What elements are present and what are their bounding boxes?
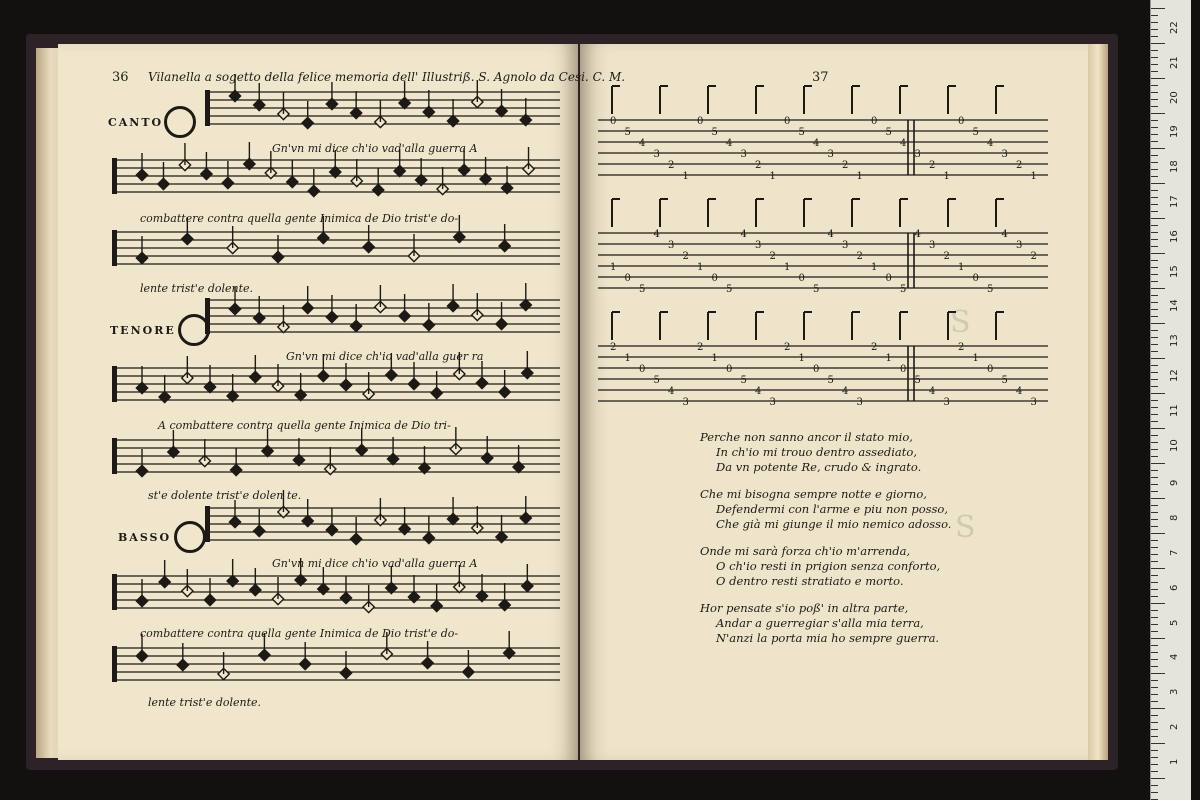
fret-number: 0 — [624, 273, 631, 284]
fret-number: 2 — [929, 160, 936, 171]
ruler-label: 9 — [1169, 480, 1180, 487]
ruler-tick — [1151, 610, 1158, 611]
ruler-tick — [1151, 701, 1158, 702]
fret-number: 4 — [726, 138, 733, 149]
fret-number: 1 — [943, 171, 950, 182]
fret-number: 5 — [914, 375, 921, 386]
ruler-tick — [1151, 106, 1158, 107]
fret-number: 0 — [711, 273, 718, 284]
fret-number: 4 — [813, 138, 820, 149]
fret-number: 4 — [987, 138, 994, 149]
ruler-tick — [1151, 484, 1158, 485]
ruler-tick — [1151, 540, 1158, 541]
ruler-tick — [1151, 351, 1158, 352]
ruler-tick — [1151, 778, 1165, 779]
ruler-tick — [1151, 519, 1158, 520]
ruler-tick — [1151, 505, 1158, 506]
ruler-tick — [1151, 575, 1158, 576]
ruler-tick — [1151, 337, 1158, 338]
ruler-tick — [1151, 568, 1165, 569]
fret-number: 0 — [900, 364, 907, 375]
ruler-tick — [1151, 134, 1158, 135]
ruler-label: 11 — [1169, 404, 1180, 417]
fret-number: 1 — [682, 171, 689, 182]
ruler-tick — [1151, 183, 1165, 184]
ruler-label: 17 — [1169, 195, 1180, 208]
ruler-tick — [1151, 141, 1158, 142]
poem-line: Che mi bisogna sempre notte e giorno, — [700, 487, 927, 501]
poem-stanza — [700, 601, 951, 646]
ruler-tick — [1151, 512, 1158, 513]
ruler-tick — [1151, 29, 1158, 30]
fret-number: 5 — [653, 375, 660, 386]
ruler-tick — [1151, 631, 1158, 632]
ruler-tick — [1151, 225, 1158, 226]
ruler-tick — [1151, 309, 1158, 310]
fret-number: 0 — [813, 364, 820, 375]
ruler-tick — [1151, 15, 1158, 16]
ruler-tick — [1151, 190, 1158, 191]
ruler-tick — [1151, 547, 1158, 548]
lyric-line: Gn'vn mi dice ch'io vad'alla guerra A — [272, 557, 478, 570]
ruler-tick — [1151, 750, 1158, 751]
fret-number: 5 — [813, 284, 820, 295]
fret-number: 2 — [958, 342, 965, 353]
ruler-tick — [1151, 561, 1158, 562]
ruler-tick — [1151, 78, 1165, 79]
ruler-tick — [1151, 155, 1158, 156]
fret-number: 5 — [987, 284, 994, 295]
ruler-tick — [1151, 99, 1158, 100]
ruler-tick — [1151, 638, 1165, 639]
ruler-tick — [1151, 400, 1158, 401]
fret-number: 3 — [856, 397, 863, 408]
ruler-tick — [1151, 295, 1158, 296]
ruler-tick — [1151, 71, 1158, 72]
ruler-tick — [1151, 316, 1158, 317]
ruler-label: 16 — [1169, 230, 1180, 243]
ruler-label: 1 — [1169, 758, 1180, 765]
fret-number: 5 — [972, 127, 979, 138]
fret-number: 5 — [1001, 375, 1008, 386]
ruler-tick — [1151, 330, 1158, 331]
fret-number: 2 — [610, 342, 617, 353]
fret-number: 5 — [740, 375, 747, 386]
fret-number: 0 — [871, 116, 878, 127]
measurement-ruler — [1150, 0, 1191, 800]
fret-number: 3 — [653, 149, 660, 160]
poem-line: Che già mi giunge il mio nemico adosso. — [716, 517, 952, 531]
ruler-tick — [1151, 666, 1158, 667]
ruler-tick — [1151, 624, 1158, 625]
bleed-through-mark: S — [955, 510, 976, 545]
fret-number: 2 — [871, 342, 878, 353]
fret-number: 3 — [668, 240, 675, 251]
voice-label-canto: CANTO — [108, 116, 164, 129]
voice-label-basso: BASSO — [118, 531, 172, 544]
fret-number: 1 — [856, 171, 863, 182]
fret-number: 5 — [798, 127, 805, 138]
poem-line: Da vn potente Re, crudo & ingrato. — [716, 460, 922, 474]
ruler-tick — [1151, 694, 1158, 695]
fret-number: 0 — [726, 364, 733, 375]
voice-label-tenore: TENORE — [110, 324, 176, 337]
poem-line: Perche non sanno ancor il stato mio, — [700, 430, 913, 444]
ruler-tick — [1151, 274, 1158, 275]
fret-number: 0 — [784, 116, 791, 127]
fret-number: 1 — [958, 262, 965, 273]
fret-number: 4 — [755, 386, 762, 397]
ruler-tick — [1151, 589, 1158, 590]
fret-number: 0 — [697, 116, 704, 127]
ruler-tick — [1151, 8, 1165, 9]
ruler-tick — [1151, 323, 1165, 324]
ruler-tick — [1151, 148, 1165, 149]
ruler-tick — [1151, 526, 1158, 527]
ruler-label: 2 — [1169, 723, 1180, 730]
lyric-line: st'e dolente trist'e dolen te. — [148, 489, 302, 502]
ruler-tick — [1151, 120, 1158, 121]
fret-number: 1 — [784, 262, 791, 273]
ruler-tick — [1151, 729, 1158, 730]
poem-line: In ch'io mi trouo dentro assediato, — [716, 445, 917, 459]
poem-line: N'anzi la porta mia ho sempre guerra. — [716, 631, 940, 645]
fret-number: 4 — [1001, 229, 1008, 240]
ruler-tick — [1151, 365, 1158, 366]
fret-number: 0 — [885, 273, 892, 284]
ruler-tick — [1151, 498, 1165, 499]
page-heading: Vilanella a sogetto della felice memoria dell' Illustriß. S. Agnolo da Cesi. C. M. — [148, 70, 626, 84]
ruler-tick — [1151, 64, 1158, 65]
poem-line: Andar a guerregiar s'alla mia terra, — [716, 616, 924, 630]
fret-number: 5 — [639, 284, 646, 295]
ruler-tick — [1151, 736, 1158, 737]
ruler-tick — [1151, 533, 1165, 534]
fret-number: 3 — [769, 397, 776, 408]
ruler-tick — [1151, 232, 1158, 233]
ruler-tick — [1151, 204, 1158, 205]
ruler-tick — [1151, 36, 1158, 37]
ruler-tick — [1151, 463, 1165, 464]
fret-number: 1 — [610, 262, 617, 273]
fret-number: 0 — [798, 273, 805, 284]
ruler-tick — [1151, 491, 1158, 492]
fret-number: 1 — [798, 353, 805, 364]
fret-number: 2 — [697, 342, 704, 353]
fret-number: 0 — [610, 116, 617, 127]
lyric-line: combattere contra quella gente Inimica de Dio trist'e do- — [140, 627, 459, 640]
ruler-tick — [1151, 414, 1158, 415]
fret-number: 2 — [755, 160, 762, 171]
lyric-line: lente trist'e dolente. — [148, 696, 262, 709]
fret-number: 4 — [827, 229, 834, 240]
fret-number: 3 — [827, 149, 834, 160]
ruler-label: 10 — [1169, 438, 1180, 452]
ruler-label: 19 — [1169, 125, 1180, 139]
ruler-tick — [1151, 267, 1158, 268]
ruler-tick — [1151, 554, 1158, 555]
fret-number: 2 — [784, 342, 791, 353]
ruler-label: 13 — [1169, 334, 1180, 348]
ruler-tick — [1151, 127, 1158, 128]
fret-number: 1 — [711, 353, 718, 364]
fret-number: 3 — [1001, 149, 1008, 160]
fret-number: 3 — [682, 397, 689, 408]
fret-number: 1 — [697, 262, 704, 273]
fret-number: 3 — [842, 240, 849, 251]
ruler-tick — [1151, 43, 1165, 44]
ruler-tick — [1151, 386, 1158, 387]
fret-number: 0 — [972, 273, 979, 284]
poem-line: Defendermi con l'arme e piu non posso, — [716, 502, 949, 516]
ruler-label: 7 — [1169, 549, 1180, 556]
ruler-tick — [1151, 85, 1158, 86]
fret-number: 0 — [639, 364, 646, 375]
fret-number: 1 — [972, 353, 979, 364]
ruler-label: 22 — [1169, 21, 1180, 34]
fret-number: 4 — [639, 138, 646, 149]
fret-number: 2 — [682, 251, 689, 262]
fret-number: 4 — [1016, 386, 1023, 397]
fret-number: 2 — [1030, 251, 1037, 262]
fret-number: 2 — [769, 251, 776, 262]
ruler-label: 18 — [1169, 160, 1180, 174]
ruler-tick — [1151, 211, 1158, 212]
fret-number: 4 — [668, 386, 675, 397]
poem-text — [700, 430, 951, 658]
fret-number: 2 — [1016, 160, 1023, 171]
ruler-tick — [1151, 792, 1158, 793]
fret-number: 4 — [842, 386, 849, 397]
poem-stanza — [700, 430, 951, 475]
fret-number: 4 — [929, 386, 936, 397]
fret-number: 4 — [740, 229, 747, 240]
fret-number: 5 — [624, 127, 631, 138]
ruler-tick — [1151, 344, 1158, 345]
ruler-tick — [1151, 470, 1158, 471]
fret-number: 0 — [987, 364, 994, 375]
ruler-tick — [1151, 764, 1158, 765]
fret-number: 5 — [726, 284, 733, 295]
fret-number: 3 — [929, 240, 936, 251]
ruler-label: 6 — [1169, 584, 1180, 591]
fret-number: 1 — [1030, 171, 1037, 182]
ruler-tick — [1151, 169, 1158, 170]
fret-number: 4 — [914, 229, 921, 240]
ruler-tick — [1151, 785, 1158, 786]
ruler-tick — [1151, 281, 1158, 282]
ruler-tick — [1151, 603, 1165, 604]
fret-number: 3 — [943, 397, 950, 408]
ruler-tick — [1151, 442, 1158, 443]
ruler-tick — [1151, 113, 1165, 114]
poem-line: O dentro resti stratiato e morto. — [716, 574, 904, 588]
ruler-tick — [1151, 253, 1165, 254]
fret-number: 5 — [900, 284, 907, 295]
page-number-right: 37 — [812, 70, 829, 85]
fret-number: 0 — [958, 116, 965, 127]
ruler-tick — [1151, 771, 1158, 772]
fret-number: 5 — [827, 375, 834, 386]
ruler-tick — [1151, 456, 1158, 457]
ruler-tick — [1151, 407, 1158, 408]
bleed-through-mark: S — [950, 305, 971, 340]
lyric-line: A combattere contra quella gente Inimica de Dio tri- — [158, 419, 451, 432]
ruler-tick — [1151, 652, 1158, 653]
ruler-tick — [1151, 288, 1165, 289]
ruler-tick — [1151, 596, 1158, 597]
ruler-label: 20 — [1169, 90, 1180, 104]
ruler-tick — [1151, 687, 1158, 688]
ruler-label: 14 — [1169, 299, 1180, 313]
ruler-tick — [1151, 176, 1158, 177]
ruler-label: 21 — [1169, 56, 1180, 69]
ruler-tick — [1151, 358, 1165, 359]
fret-number: 1 — [769, 171, 776, 182]
ruler-tick — [1151, 757, 1158, 758]
fret-number: 2 — [856, 251, 863, 262]
ruler-label: 3 — [1169, 688, 1180, 696]
ruler-tick — [1151, 617, 1158, 618]
fret-number: 1 — [885, 353, 892, 364]
ruler-tick — [1151, 50, 1158, 51]
ruler-tick — [1151, 477, 1158, 478]
ruler-label: 5 — [1169, 619, 1180, 626]
ruler-tick — [1151, 260, 1158, 261]
lyric-line: lente trist'e dolente. — [140, 282, 254, 295]
fret-number: 2 — [842, 160, 849, 171]
ruler-tick — [1151, 449, 1158, 450]
ruler-tick — [1151, 162, 1158, 163]
poem-line: O ch'io resti in prigion senza conforto, — [716, 559, 941, 573]
ruler-tick — [1151, 743, 1165, 744]
ruler-tick — [1151, 673, 1165, 674]
ruler-tick — [1151, 722, 1158, 723]
ruler-tick — [1151, 302, 1158, 303]
fret-number: 3 — [740, 149, 747, 160]
ruler-tick — [1151, 239, 1158, 240]
ruler-tick — [1151, 218, 1165, 219]
poem-line: Onde mi sarà forza ch'io m'arrenda, — [700, 544, 911, 558]
fret-number: 2 — [943, 251, 950, 262]
fret-number: 5 — [711, 127, 718, 138]
ruler-tick — [1151, 582, 1158, 583]
ruler-tick — [1151, 645, 1158, 646]
ruler-label: 12 — [1169, 369, 1180, 382]
ruler-tick — [1151, 372, 1158, 373]
ruler-tick — [1151, 57, 1158, 58]
poem-stanza — [700, 544, 951, 589]
fret-number: 4 — [900, 138, 907, 149]
ruler-tick — [1151, 708, 1165, 709]
fret-number: 1 — [871, 262, 878, 273]
lyric-line: Gn'vn mi dice ch'io vad'alla guer ra — [286, 350, 484, 363]
ruler-tick — [1151, 246, 1158, 247]
fret-number: 3 — [914, 149, 921, 160]
poem-line: Hor pensate s'io poß' in altra parte, — [700, 601, 909, 615]
ruler-tick — [1151, 659, 1158, 660]
ruler-tick — [1151, 435, 1158, 436]
ruler-tick — [1151, 428, 1165, 429]
fret-number: 5 — [885, 127, 892, 138]
fret-number: 2 — [668, 160, 675, 171]
fret-number: 4 — [653, 229, 660, 240]
ruler-tick — [1151, 421, 1158, 422]
lyric-line: Gn'vn mi dice ch'io vad'alla guerra A — [272, 142, 478, 155]
ruler-tick — [1151, 197, 1158, 198]
ruler-tick — [1151, 680, 1158, 681]
ruler-tick — [1151, 715, 1158, 716]
ruler-label: 4 — [1169, 654, 1180, 661]
lyric-line: combattere contra quella gente Inimica de Dio trist'e do- — [140, 212, 459, 225]
ruler-label: 8 — [1169, 514, 1180, 522]
poem-stanza — [700, 487, 951, 532]
fret-number: 3 — [1016, 240, 1023, 251]
ruler-tick — [1151, 379, 1158, 380]
fret-number: 1 — [624, 353, 631, 364]
page-number-left: 36 — [112, 70, 129, 85]
fret-number: 3 — [755, 240, 762, 251]
ruler-label: 15 — [1169, 264, 1180, 278]
fret-number: 3 — [1030, 397, 1037, 408]
ruler-tick — [1151, 92, 1158, 93]
ruler-tick — [1151, 393, 1165, 394]
ruler-tick — [1151, 22, 1158, 23]
